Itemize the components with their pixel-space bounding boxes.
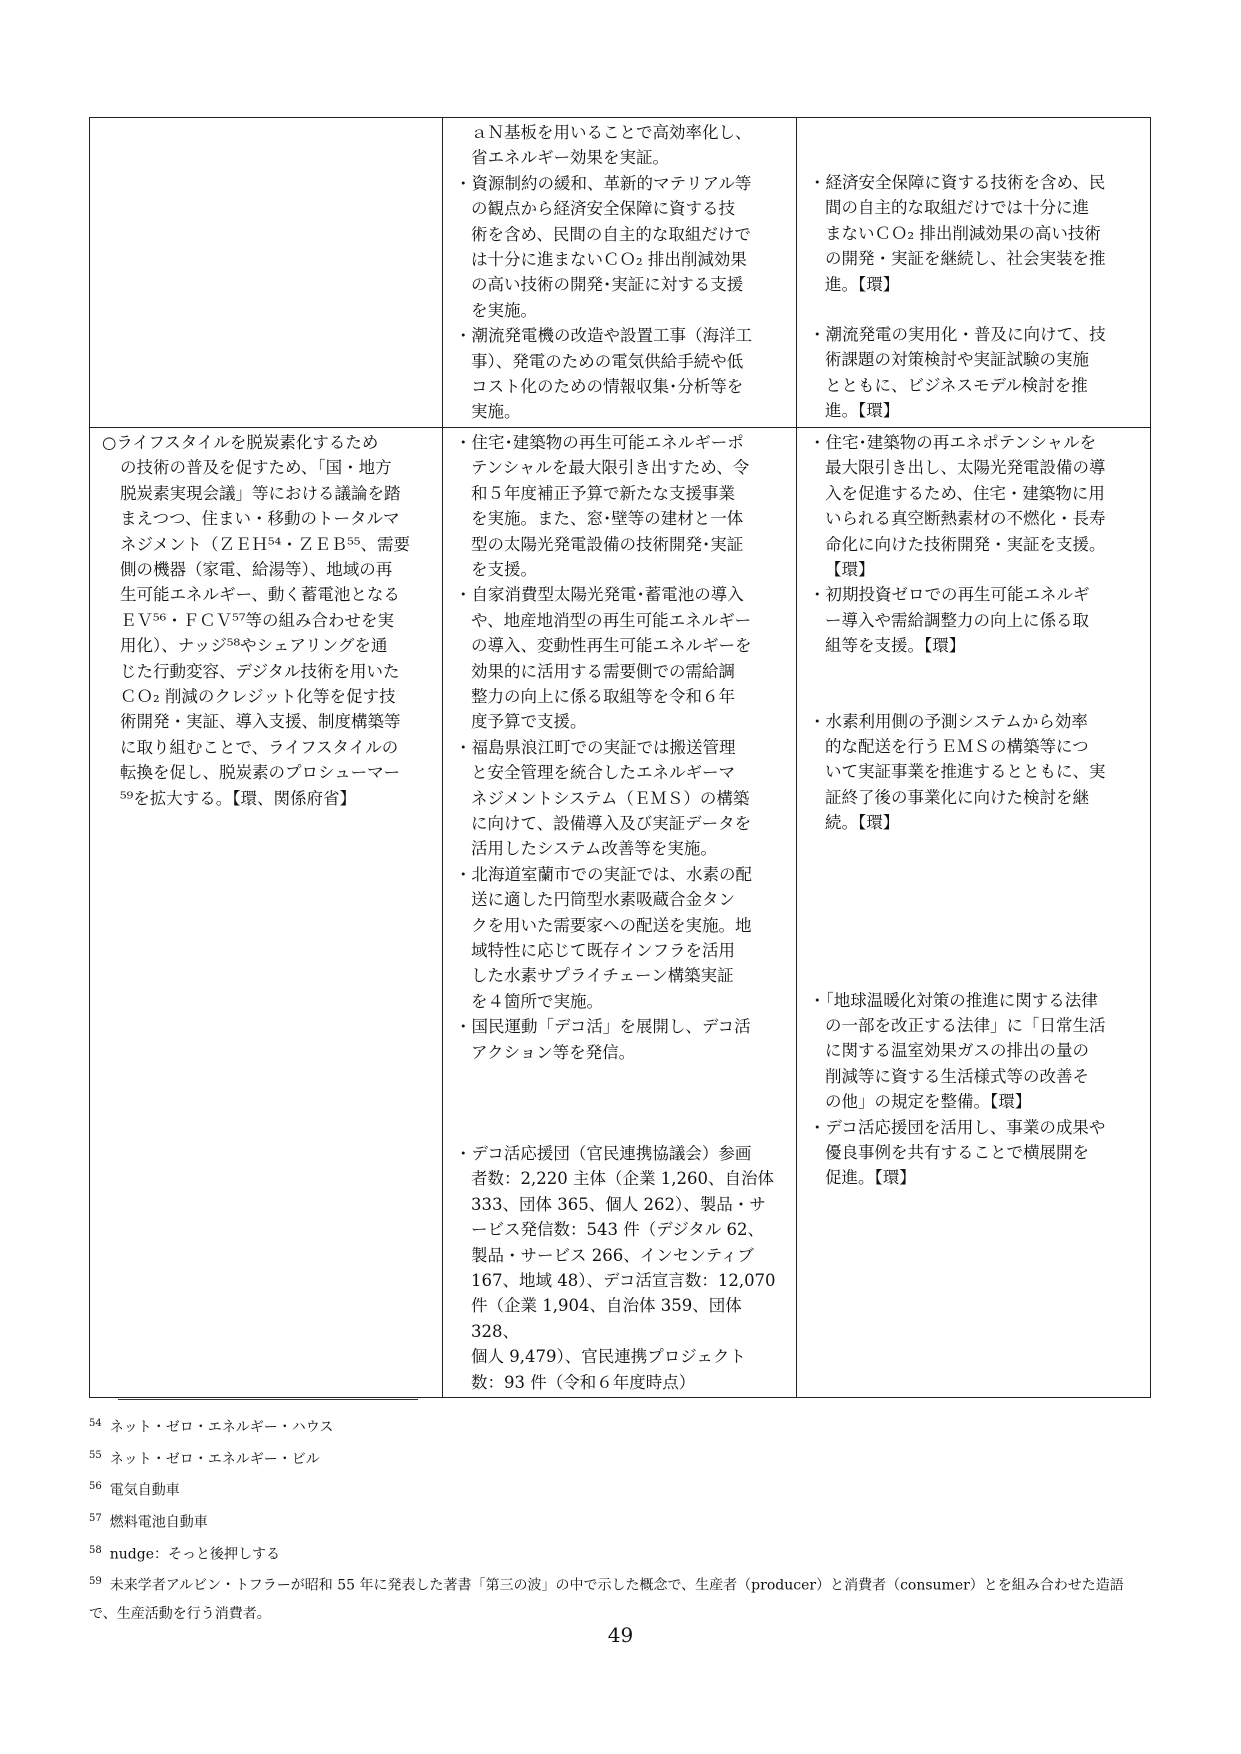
row2-col3-item: ・デコ活応援団を活用し、事業の成果や 優良事例を共有することで横展開を 促進。【環】	[809, 1117, 1106, 1188]
footnote-divider	[118, 1399, 418, 1400]
footnote	[89, 1410, 1150, 1442]
policy-table	[89, 117, 1151, 1398]
row2-col2-item: ・デコ活応援団（官民連携協議会）参画 者数：2,220 主体（企業 1,260、自治体 333、団体 365、個人 262）、製品・サ ービス発信数：543 件（デジタル 62、 製品・サービス 266、インセンティブ 167、地域 48）、デコ活宣言数：12,070 件（企業 1,904、自治体 359、団体 328、 個人 9,479）、官民連携プロジェクト 数：93 件（令和６年度時点）	[455, 1144, 776, 1392]
row2-col3-item: ・初期投資ゼロでの再生可能エネルギ ー導入や需給調整力の向上に係る取 組等を支援。【環】	[809, 585, 1090, 656]
footnote-text: ネット・ゼロ・エネルギー・ビル	[109, 1451, 320, 1468]
table-row	[90, 118, 1151, 428]
row1-col3-item: ・経済安全保障に資する技術を含め、民 間の自主的な取組だけでは十分に進 まないＣＯ₂ 排出削減効果の高い技術 の開発・実証を継続し、社会実装を推 進。【環】	[809, 173, 1106, 294]
row2-col2-item: ・国民運動「デコ活」を展開し、デコ活 アクション等を発信。	[455, 1017, 751, 1062]
footnote-number: 55	[89, 1449, 102, 1461]
footnote	[89, 1568, 1150, 1628]
row2-col3-cell	[797, 427, 1151, 1397]
footnote-text: 電気自動車	[109, 1482, 180, 1499]
page-number: 49	[607, 1623, 634, 1647]
footnote	[89, 1473, 1150, 1505]
row1-col3-item: ・潮流発電の実用化・普及に向けて、技 術課題の対策検討や実証試験の実施 とともに、ビジネスモデル検討を推 進。【環】	[809, 325, 1106, 421]
row2-col3-item: ・水素利用側の予測システムから効率 的な配送を行うＥＭＳの構築等につ いて実証事業を推進するとともに、実 証終了後の事業化に向けた検討を継 続。【環】	[809, 711, 1106, 833]
policy-measure-text: ○ライフスタイルを脱炭素化するため の技術の普及を促すため、「国・地方 脱炭素実現会議」等における議論を踏 まえつつ、住まい・移動のトータルマ ネジメント（ＺＥＨ⁵⁴・ＺＥＢ⁵⁵、需要 側の機器（家電、給湯等）、地域の再 生可能エネルギー、動く蓄電池となる ＥＶ⁵⁶・ＦＣＶ⁵⁷等の組み合わせを実 用化）、ナッジ⁵⁸やシェアリングを通 じた行動変容、デジタル技術を用いた ＣＯ₂ 削減のクレジット化等を促す技 術開発・実証、導入支援、制度構築等 に取り組むことで、ライフスタイルの 転換を促し、脱炭素のプロシューマー ⁵⁹を拡大する。【環、関係府省】	[102, 432, 410, 808]
footnote-text: 燃料電池自動車	[109, 1514, 208, 1531]
footnote-text: ネット・ゼロ・エネルギー・ハウス	[109, 1419, 334, 1436]
row1-col2-item: ・潮流発電機の改造や設置工事（海洋工 事）、発電のための電気供給手続や低 コスト化のための情報収集･分析等を 実施。	[455, 326, 752, 422]
footnote	[89, 1442, 1150, 1474]
row1-col2-cell	[443, 118, 797, 428]
footnote-number: 59	[89, 1576, 102, 1588]
footnotes	[89, 1410, 1150, 1628]
footnote-text: nudge：そっと後押しする	[109, 1546, 280, 1563]
row2-col1-cell	[90, 427, 443, 1397]
row2-col2-cell	[443, 427, 797, 1397]
row1-col2-item: ａＮ基板を用いることで高効率化し、 省エネルギー効果を実証。	[471, 123, 752, 168]
row1-col3-cell	[797, 118, 1151, 428]
footnote	[89, 1537, 1150, 1569]
footnote-number: 57	[89, 1512, 102, 1524]
row1-col1-cell	[90, 118, 443, 428]
row2-col2-item: ・北海道室蘭市での実証では、水素の配 送に適した円筒型水素吸蔵合金タン クを用いた需要家への配送を実施。地 域特性に応じて既存インフラを活用 した水素サプライチェーン構築実証 を４箇所で実施。	[455, 864, 752, 1011]
footnote	[89, 1505, 1150, 1537]
table-row	[90, 427, 1151, 1397]
footnote-text: 未来学者アルビン・トフラーが昭和 55 年に発表した著書「第三の波」の中で示した概念で、生産者（producer）と消費者（consumer）とを組み合わせた造語で、生産活動を行う消費者。	[89, 1577, 1124, 1622]
row2-col2-item: ・福島県浪江町での実証では搬送管理 と安全管理を統合したエネルギーマ ネジメントシステム（ＥＭＳ）の構築 に向けて、設備導入及び実証データを 活用したシステム改善等を実施。	[455, 737, 752, 859]
footnote-number: 54	[89, 1418, 102, 1429]
row1-col2-item: ・資源制約の緩和、革新的マテリアル等 の観点から経済安全保障に資する技 術を含め、民間の自主的な取組だけで は十分に進まないＣＯ₂ 排出削減効果 の高い技術の開発･実証に対する支援 を実施。	[455, 173, 752, 320]
row2-col2-item: ・住宅･建築物の再生可能エネルギーポ テンシャルを最大限引き出すため、令 和５年度補正予算で新たな支援事業 を実施。また、窓･壁等の建材と一体 型の太陽光発電設備の技術開発･実証 を支援。	[455, 432, 750, 579]
row2-col2-item: ・自家消費型太陽光発電･蓄電池の導入 や、地産地消型の再生可能エネルギー の導入、変動性再生可能エネルギーを 効果的に活用する需要側での需給調 整力の向上に係る取組等を令和６年 度予算で支援。	[455, 585, 752, 732]
row2-col3-item: ・住宅･建築物の再エネポテンシャルを 最大限引き出し、太陽光発電設備の導 入を促進するため、住宅・建築物に用 いられる真空断熱素材の不燃化・長寿 命化に向けた技術開発・実証を支援。 【環】	[809, 432, 1106, 579]
footnote-number: 58	[89, 1544, 102, 1556]
row2-col3-item: ・「地球温暖化対策の推進に関する法律 の一部を改正する法律」に「日常生活 に関する温室効果ガスの排出の量の 削減等に資する生活様式等の改善そ の他」の規定を整備。【環】	[809, 990, 1106, 1112]
footnote-number: 56	[89, 1481, 102, 1493]
